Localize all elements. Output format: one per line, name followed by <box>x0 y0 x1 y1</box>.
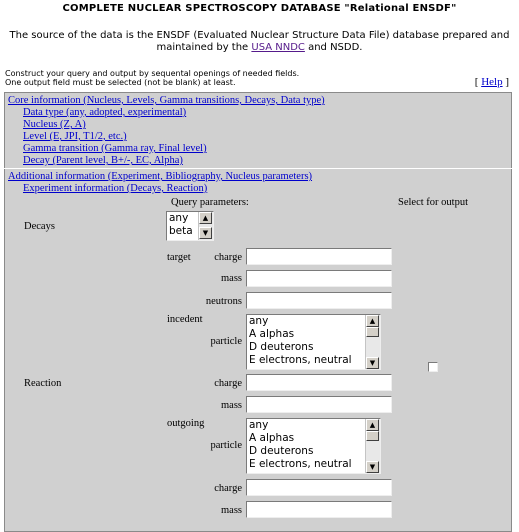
outgoing-mass-label: mass <box>221 505 242 516</box>
incedent-particle-select[interactable] <box>246 314 381 370</box>
incedent-charge-input[interactable] <box>246 374 392 391</box>
usa-nndc-link[interactable]: USA NNDC <box>251 42 305 53</box>
target-label: target <box>167 252 191 263</box>
particle-option[interactable]: any <box>249 315 269 327</box>
target-neutrons-input[interactable] <box>246 292 392 309</box>
section-divider <box>4 168 512 169</box>
additional-info-link[interactable]: Additional information (Experiment, Bibliography, Nucleus parameters) <box>8 171 313 182</box>
target-mass-input[interactable] <box>246 270 392 287</box>
outgoing-scrollbar[interactable] <box>365 419 380 473</box>
particle-option[interactable]: E electrons, neutral <box>249 354 352 366</box>
intro-text <box>0 30 519 54</box>
scroll-thumb[interactable] <box>366 327 379 337</box>
particle-option[interactable]: E electrons, neutral <box>249 458 352 470</box>
incedent-scrollbar[interactable] <box>365 315 380 369</box>
outgoing-particle-label: particle <box>210 440 242 451</box>
decay-link[interactable]: Decay (Parent level, B+/-, EC, Alpha) <box>23 155 183 166</box>
nucleus-link[interactable]: Nucleus (Z, A) <box>23 119 86 130</box>
particle-option[interactable]: A alphas <box>249 432 295 444</box>
incedent-charge-label: charge <box>214 378 242 389</box>
help-link-wrap <box>475 76 509 88</box>
decays-scrollbar[interactable] <box>198 212 213 240</box>
incedent-label: incedent <box>167 314 203 325</box>
decays-option-beta[interactable]: beta <box>169 225 193 237</box>
page-title: COMPLETE NUCLEAR SPECTROSCOPY DATABASE "Relational ENSDF" <box>62 3 457 14</box>
particle-option[interactable]: D deuterons <box>249 445 314 457</box>
scroll-down-icon[interactable]: ▼ <box>199 227 212 239</box>
intro-line-2 <box>0 42 519 54</box>
scroll-down-icon[interactable]: ▼ <box>366 461 379 473</box>
core-info-link[interactable]: Core information (Nucleus, Levels, Gamma transitions, Decays, Data type) <box>8 95 325 106</box>
select-output-header: Select for output <box>398 197 468 208</box>
intro-line-1: The source of the data is the ENSDF (Evaluated Nuclear Structure Data File) database prepared and <box>9 30 510 41</box>
decays-label: Decays <box>24 221 55 232</box>
level-link[interactable]: Level (E, JPI, T1/2, etc.) <box>23 131 127 142</box>
outgoing-particle-select[interactable] <box>246 418 381 474</box>
particle-option[interactable]: A alphas <box>249 328 295 340</box>
outgoing-charge-label: charge <box>214 483 242 494</box>
scroll-down-icon[interactable]: ▼ <box>366 357 379 369</box>
intro-suffix: and NSDD. <box>304 42 363 53</box>
target-charge-input[interactable] <box>246 248 392 265</box>
decays-select[interactable] <box>166 211 214 241</box>
incedent-mass-input[interactable] <box>246 396 392 413</box>
instructions <box>5 69 299 87</box>
decays-option-any[interactable]: any <box>169 212 189 224</box>
experiment-info-link[interactable]: Experiment information (Decays, Reaction) <box>23 183 208 194</box>
target-charge-label: charge <box>214 252 242 263</box>
query-parameters-header: Query parameters: <box>171 197 249 208</box>
help-bracket-close: ] <box>502 76 509 88</box>
data-type-link[interactable]: Data type (any, adopted, experimental) <box>23 107 187 118</box>
target-neutrons-label: neutrons <box>205 296 242 307</box>
help-link[interactable]: Help <box>481 76 503 88</box>
instructions-line-1: Construct your query and output by sequental openings of needed fields. <box>5 69 300 78</box>
incedent-particle-label: particle <box>210 336 242 347</box>
target-mass-label: mass <box>221 273 242 284</box>
gamma-transition-link[interactable]: Gamma transition (Gamma ray, Final level) <box>23 143 207 154</box>
particle-option[interactable]: any <box>249 419 269 431</box>
incedent-mass-label: mass <box>221 400 242 411</box>
particle-option[interactable]: D deuterons <box>249 341 314 353</box>
reaction-output-checkbox[interactable] <box>428 362 438 372</box>
scroll-up-icon[interactable]: ▲ <box>366 315 379 327</box>
scroll-thumb[interactable] <box>366 431 379 441</box>
scroll-up-icon[interactable]: ▲ <box>199 212 212 224</box>
outgoing-charge-input[interactable] <box>246 479 392 496</box>
outgoing-mass-input[interactable] <box>246 501 392 518</box>
scroll-up-icon[interactable]: ▲ <box>366 419 379 431</box>
reaction-label: Reaction <box>24 378 62 389</box>
intro-prefix: maintained by the <box>156 42 252 53</box>
outgoing-label: outgoing <box>167 418 205 429</box>
help-bracket-open: [ <box>474 76 482 88</box>
instructions-line-2: One output field must be selected (not be blank) at least. <box>5 78 236 87</box>
